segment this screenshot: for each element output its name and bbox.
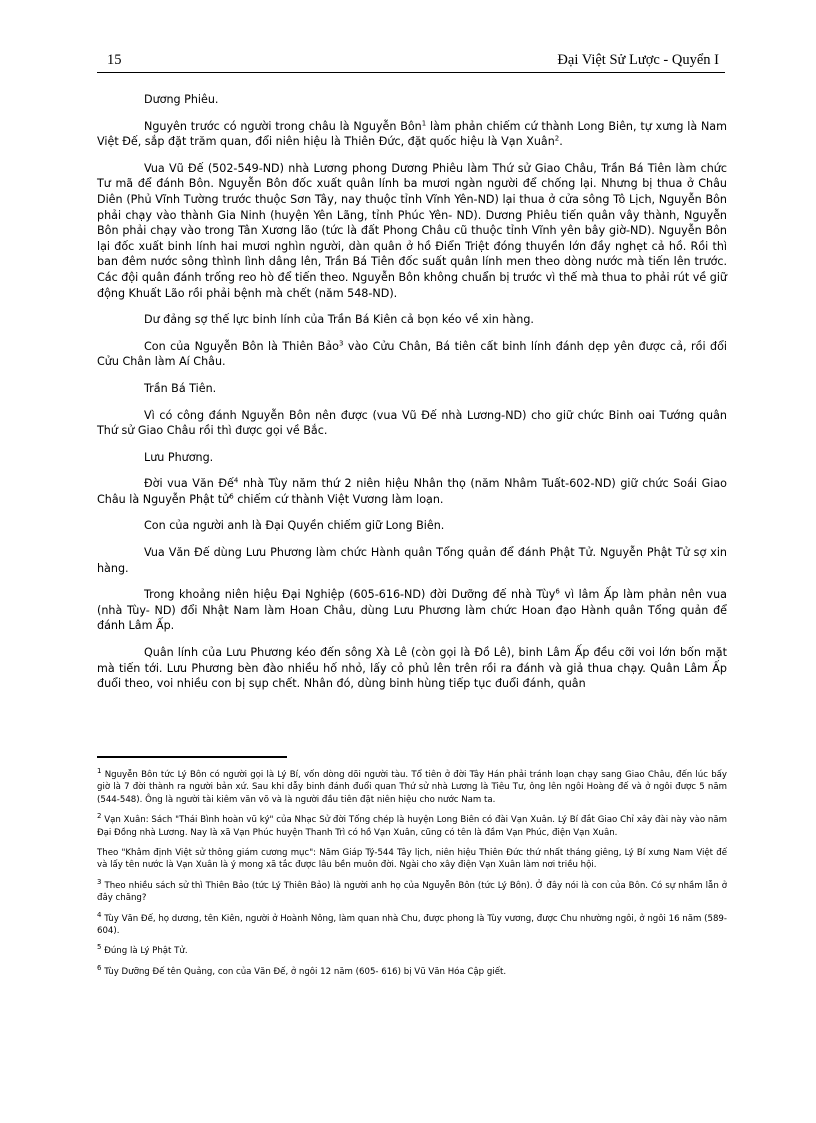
paragraph: Nguyên trước có người trong châu là Nguyễn Bôn$^1$ làm phản chiếm cứ thành Long Biên, tự xưng là Nam Việt Đế, sắp đặt trăm quan, đổi niên hiệu là Thiên Đức, đặt quốc hiệu là Vạn Xuân$^2$. [97,118,727,149]
footnote-mark: 5 [97,943,102,952]
footnote: $^3$ Theo nhiều sách sử thì Thiên Bảo (tức Lý Thiên Bảo) là người anh họ của Nguyễn Bôn (tức Lý Bôn). Ở đây nói là con của Bôn. Có sự nhầm lẫn ở đây chăng? [97,877,727,904]
footnote: $^4$ Tùy Văn Đế, họ dương, tên Kiên, người ở Hoành Nông, làm quan nhà Chu, được phong là Tùy vương, được Chu nhường ngôi, ở ngôi 16 năm (589-604). [97,910,727,937]
main-text [97,92,727,703]
paragraph: Trong khoảng niên hiệu Đại Nghiệp (605-616-ND) đời Dưỡng đế nhà Tùy$^6$ vì lâm Ấp làm phản nên vua (nhà Tùy- ND) đổi Nhật Nam làm Hoan Châu, dùng Lưu Phương làm chức Hoan đạo Hành quân Tổng quản để đánh Lâm Ấp. [97,587,727,633]
paragraph: Trần Bá Tiên. [144,381,217,395]
footnote-mark: 6 [97,964,102,973]
paragraph: Quân lính của Lưu Phương kéo đến sông Xà Lê (còn gọi là Đồ Lê), binh Lâm Ấp đều cỡi voi lớn bốn mặt mà tiến tới. Lưu Phương bèn đào nhiều hố nhỏ, lấy cỏ phủ lên trên rồi ra đánh và giả thua chạy. Quân Lâm Ấp đuổi theo, voi nhiều con bị sụp chết. Nhân đó, dùng binh hùng tiếp tục đuổi đánh, quân [97,646,727,691]
footnote-ref[interactable]: 6 [229,492,234,501]
footnote-ref[interactable]: 1 [421,118,427,127]
paragraph: Vua Vũ Đế (502-549-ND) nhà Lương phong Dương Phiêu làm Thứ sử Giao Châu, Trần Bá Tiên làm chức Tư mã để đánh Bôn. Nguyễn Bôn đốc xuất quân lính ba mươi ngàn người để chống lại. Nhưng bị thua ở Châu Diên (Phủ Vĩnh Tường trước thuộc Sơn Tây, nay thuộc tỉnh Vĩnh Yên-ND) lại thua ở cửa sông Tô Lịch, Nguyễn Bôn phải chạy vào thành Gia Ninh (huyện Yên Lãng, tỉnh Phúc Yên- ND). Dương Phiêu tiến quân vây thành, Nguyễn Bôn phải chạy vào trong Tân Xương lão (tức là đất Phong Châu cũ thuộc tỉnh Vĩnh yên bây giờ-ND). Nguyễn Bôn lại đốc xuất binh lính hai mươi nghìn người, dàn quân ở hồ Điển Triệt đóng thuyền lớn đầy nghẹt cả hồ. Rồi thì ban đêm nước sông thình lình dâng lên, Trần Bá Tiên đốc suất quân lính men theo dòng nước mà tiến lên trước. Các đội quân đánh trống reo hò để tiến theo. Nguyễn Bôn không chuẩn bị trước vì thế mà thua to phải rút về giữ động Khuất Lão rồi phải bệnh mà chết (năm 548-ND). [97,161,727,300]
footnote-mark: 1 [97,767,102,776]
book-title: Đại Việt Sử Lược - Quyển I [557,52,719,68]
footnote-mark: 2 [97,812,102,821]
page-number: 15 [107,52,122,68]
footnote: $^2$ Vạn Xuân: Sách "Thái Bình hoàn vũ ký" của Nhạc Sử đời Tống chép là huyện Long Biên có đài Vạn Xuân. Lý Bí đắt Giao Chỉ xây đài này vào năm Đại Đồng nhà Lương. Nay là xã Vạn Phúc huyện Thanh Trì có hồ Vạn Xuân, cũng có tên là đầm Vạn Phúc, điện Vạn Xuân. [97,812,727,838]
footnote: Theo "Khâm định Việt sử thông giám cương mục": Năm Giáp Tý-544 Tây lịch, niên hiệu Thiên Đức thứ nhất tháng giêng, Lý Bí xưng Nam Việt đế và lấy tên nước là Vạn Xuân là ý mong xã tắc được lâu bền muôn đời. Ngài cho xây điện Vạn Xuân làm nơi triều hội. [97,848,727,871]
footnote: $^1$ Nguyễn Bôn tức Lý Bôn có người gọi là Lý Bí, vốn dòng dõi người tàu. Tổ tiên ở đời Tây Hán phải tránh loạn chạy sang Giao Châu, đến lúc bấy giờ là 7 đời thành ra người bản xứ. Sau khi dẫy binh đánh đuổi quan Thứ sử nhà Lương là Tiêu Tư, ông lên ngôi Hoàng đế và ở ngôi được 5 năm (544-548). Ông là người tài kiêm văn võ và là người đầu tiên đặt niên hiệu cho nước Nam ta. [97,767,727,805]
paragraph: Vua Văn Đế dùng Lưu Phương làm chức Hành quân Tổng quản để đánh Phật Tử. Nguyễn Phật Tử sợ xin hàng. [97,546,727,575]
footnote-ref[interactable]: 2 [554,134,560,143]
paragraph: Con của người anh là Đại Quyền chiếm giữ Long Biên. [144,519,445,533]
footnote-separator [97,756,287,758]
footnote-mark: 3 [97,877,102,886]
paragraph: Con của Nguyễn Bôn là Thiên Bảo$^3$ vào Cửu Chân, Bá tiên cất binh lính đánh dẹp yên được cả, rồi đổi Cửu Chân làm Aí Châu. [97,339,727,369]
footnote: $^5$ Đúng là Lý Phật Tử. [97,943,188,957]
paragraph: Dương Phiêu. [144,93,219,106]
footnote-ref[interactable]: 6 [555,587,560,596]
footnote-ref[interactable]: 4 [233,476,239,485]
footnote-mark: 4 [97,910,102,919]
running-header [97,50,725,73]
paragraph: Lưu Phương. [144,450,214,464]
footnote-ref[interactable]: 3 [338,339,344,347]
paragraph: Đời vua Văn Đế$^4$ nhà Tùy năm thứ 2 niên hiệu Nhân thọ (năm Nhâm Tuất-602-ND) giữ chức Soái Giao Châu là Nguyễn Phật tử$^6$ chiếm cứ thành Việt Vương làm loạn. [97,476,727,506]
paragraph: Vì có công đánh Nguyễn Bôn nên được (vua Vũ Đế nhà Lương-ND) cho giữ chức Binh oai Tướng quân Thứ sử Giao Châu rồi thì được gọi về Bắc. [97,408,727,438]
paragraph: Dư đảng sợ thế lực binh lính của Trần Bá Kiên cả bọn kéo về xin hàng. [144,313,534,327]
footnotes [97,769,727,986]
footnote: $^6$ Tùy Dưỡng Đế tên Quảng, con của Văn Đế, ở ngôi 12 năm (605- 616) bị Vũ Văn Hóa Cập giết. [97,964,507,977]
